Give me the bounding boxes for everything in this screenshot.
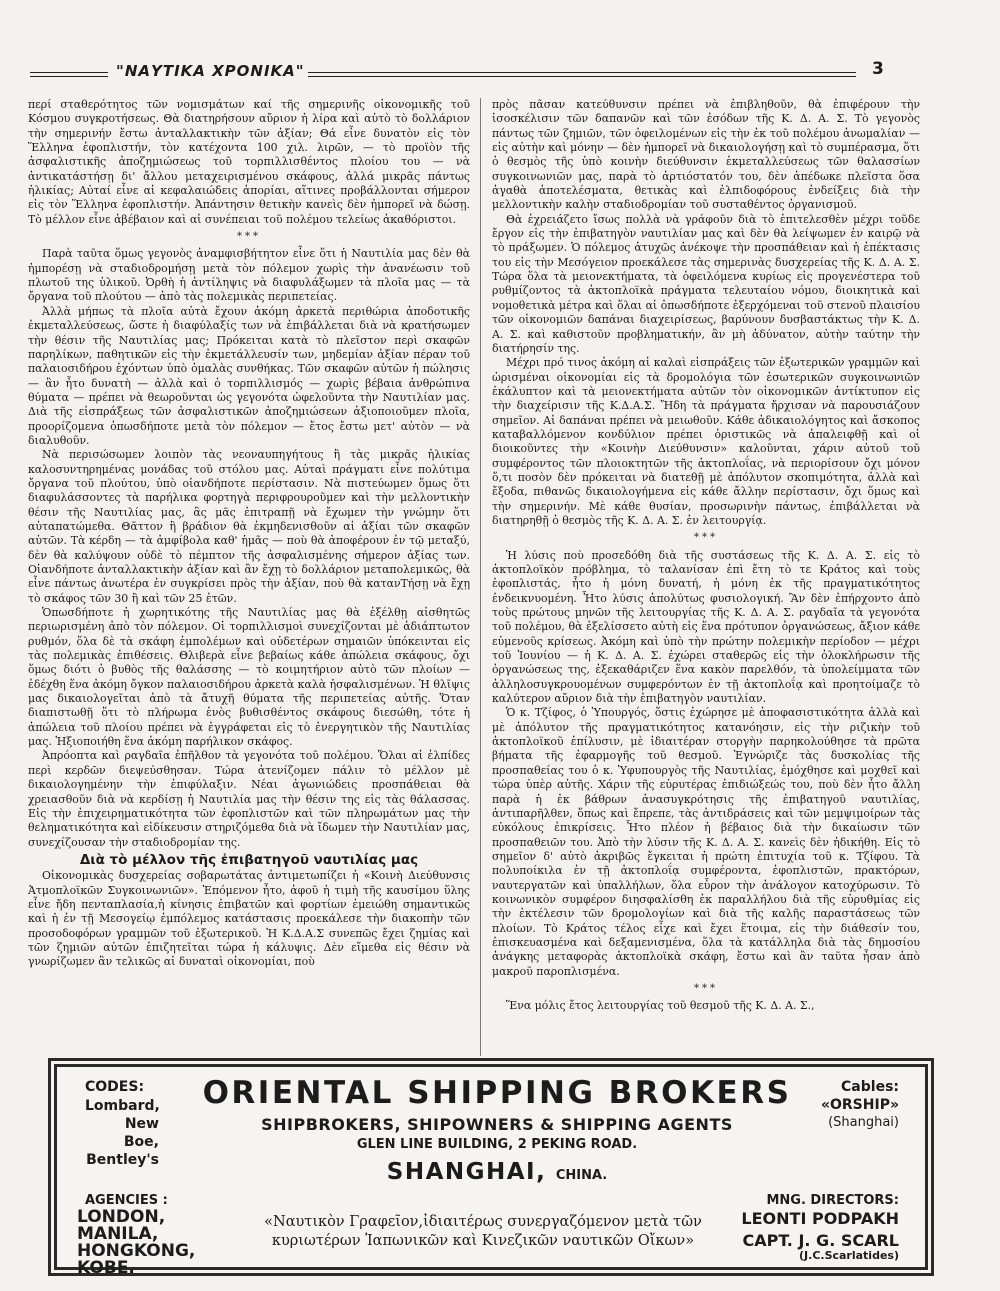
publication-title: "ΝΑΥΤΙΚΑ ΧΡΟΝΙΚΑ"	[116, 62, 305, 80]
section-separator: ***	[237, 231, 261, 243]
code-item: Bentley's	[86, 1152, 159, 1168]
header-rule-right	[308, 72, 856, 77]
article-paragraph: Ἡ λύσις ποὺ προσεδόθη διὰ τῆς συστάσεως τῆς Κ. Δ. Α. Σ. εἰς τὸ ἀκτοπλοϊκὸν πρόβλημα, τὸ ταλανίσαν ἐπὶ ἔτη τὸ τε Κράτος καὶ τοὺς ἐφοπλιστάς, ἦτο ἡ μόνη δυνατή, ἡ μόνη ἐκ τῆς πραγματικότητος ἐνδεικνυομένη. Ἦτο λύσις ἀπολύτως φυσιολογική. Ἂν δὲν ἐπήρχοντο ἀπὸ τοὺς πρώτους μηνῶν τῆς λειτουργίας τῆς Κ. Δ. Α. Σ. ραγδαῖα τὰ γεγονότα τοῦ πολέμου, θὰ ἐξελίσσετο αὐτὴ εἰς ἕνα πρότυπον ὀργανώσεως, ἄξιον κάθε εὐμενοῦς κρίσεως. Ἀκόμη καὶ ὑπὸ τὴν πρώτην πολεμικὴν περίοδον — μέχρι τοῦ Ἰουνίου — ἡ Κ. Δ. Α. Σ. ἐχώρει σταθερῶς εἰς τὴν ὁλοκλήρωσιν τῆς ὀργανώσεως της, ἐξεκαθάριζεν ἕνα κακὸν παρελθόν, τὰ ὑπολείμματα τῶν ἀλληλοσυγκρουομένων συμφερόντων ἐν τῇ ἀκτοπλοΐᾳ καὶ προητοίμαζε τὸ καλύτερον αὔριον διὰ τὴν ἐπιβατηγὸν ναυτιλίαν.	[492, 548, 920, 706]
company-city	[197, 1159, 797, 1185]
directors-label: MNG. DIRECTORS:	[766, 1193, 899, 1208]
cables-label: Cables:	[841, 1079, 899, 1095]
article-paragraph: Θὰ ἐχρειάζετο ἴσως πολλὰ νὰ γράφοῦν διὰ τὸ ἐπιτελεσθὲν μέχρι τοῦδε ἔργον εἰς τὴν ἐπιβατηγὸν ναυτιλίαν μας καὶ δὲν θὰ λείψωμεν ἐν καιρῷ νὰ τὸ πράξωμεν. Ὁ πόλεμος ἀτυχῶς ἀνέκοψε τὴν προσπάθειαν καὶ ἡ ἐπέκτασις του εἰς τὴν Μεσόγειον προεκάλεσε τὰς σημερινὰς δυσχερείας τῆς Κ. Δ. Α. Σ. Τώρα ὅλα τὰ μειονεκτήματα, τὰ ὀφειλόμενα κυρίως εἰς προγενέστερα τοῦ ρυθμίζοντος τὰ ἀκτοπλοϊκὰ πράγματα τελευταίου νόμου, διοικητικὰ καὶ νομοθετικὰ μέτρα καὶ ὅλαι αἱ ὁπωσδήποτε ἐξερχόμεναι τοῦ στενοῦ πλαισίου τῶν οἰκονομιῶν δαπάναι διαχειρίσεως, βαρύνουν δυσβαστάκτως τὴν Κ. Δ. Α. Σ. καὶ καθιστοῦν προβληματικήν, ἂν μὴ ἀδύνατον, αὐτὴν ταύτην τὴν διατήρησίν της.	[492, 212, 920, 355]
article-paragraph: Ὁπωσδήποτε ἡ χωρητικότης τῆς Ναυτιλίας μας θὰ ἐξέλθῃ αἰσθητῶς περιωρισμένη ἀπὸ τὸν πόλεμον. Οἱ τορπιλλισμοὶ συνεχίζονται μὲ ἀδιάπτωτον ρυθμόν, ὅλα δὲ τὰ σκάφη ἐμπολέμων καὶ οὐδετέρων σημαιῶν ὑπόκεινται εἰς τὰς πολεμικὰς ἐπιθέσεις. Θλιβερὰ εἶνε βεβαίως κάθε ἀπώλεια σκάφους, ὄχι ὅμως διότι ὁ βυθὸς τῆς θαλάσσης — τὸ κοιμητήριον αὐτὸ τῶν πλοίων — ἐδέχθη ἕνα ἀκόμη ὄγκον παλαιοσιδήρου ἀρκετὰ καλὰ ἠσφαλισμένων. Ἡ θλῖψις μας δικαιολογεῖται ἀπὸ τὰ ἄτυχῆ θύματα τῆς περιπετείας αὐτῆς. Ὅταν διαπιστωθῇ ὅτι τὸ πλήρωμα ἑνὸς βυθισθέντος σκάφους διεσώθη, τότε ἡ ἀπώλεια τοῦ πλοίου πρέπει νὰ ἐγγράφεται εἰς τὸ ἐνεργητικὸν τῆς Ναυτιλίας μας. Ἡξιοποιήθη ἕνα ἀκόμη παρήλικον σκάφος.	[28, 606, 470, 749]
agency-item: LONDON,	[77, 1207, 166, 1227]
article-paragraph: Ὁ κ. Τζίφος, ὁ Ὑπουργός, ὅστις ἐχώρησε μὲ ἀποφασιστικότητα ἀλλὰ καὶ μὲ ἀπόλυτον τῆς πραγματικότητος κατανόησιν, εἰς τὴν ριζικὴν τοῦ ἀκτοπλοϊκοῦ ἐπίλυσιν, μὲ ἰδιαιτέραν στοργὴν παρηκολούθησε τὰ πρῶτα βήματα τῆς ἐφαρμογῆς τοῦ θεσμοῦ. Ἐγνώριζε τὰς δυσκολίας τῆς προσπαθείας του ὁ κ. Ὑφυπουργὸς τῆς Ναυτιλίας, ἐμόχθησε καὶ μοχθεῖ καὶ τώρα ὑπὲρ αὐτῆς. Χάριν τῆς εὐρυτέρας ἐπιδιώξεώς του, ποὺ δὲν ἦτο ἄλλη παρὰ ἡ ἐκ βάθρων ἀνασυγκρότησις τῆς ἐπιβατηγοῦ ναυτιλίας, ἀντιπαρῆλθεν, ὅπως καὶ ἔπρεπε, τὰς ἀντιδράσεις καὶ τῶν μεμψιμοίρων τὰς εὐκόλους ἐπικρίσεις. Ἦτο πλέον ἡ βέβαιος διὰ τὴν δικαίωσιν τῶν προσπαθειῶν του. Ἀπὸ τὴν λύσιν τῆς Κ. Δ. Α. Σ. κανεὶς δὲν ἠδικήθη. Εἰς τὸ σημεῖον δ' αὐτὸ ἀκριβῶς ἔγκειται ἡ πρώτη ἐπιτυχία τοῦ κ. Τζίφου. Τὰ πολυποίκιλα ἐν τῇ ἀκτοπλοΐᾳ συμφέροντα, ἐφοπλιστῶν, πρακτόρων, ναυτεργατῶν καὶ ὑπαλλήλων, ὅλα εὗρον τὴν ἀνάλογον κατοχύρωσιν. Τὸ κοινωνικὸν συμφέρον διησφαλίσθη ἐκ παραλλήλου διὰ τῆς εὐρυθμίας εἰς τὴν ἐκτέλεσιν τῶν δρομολογίων καὶ διὰ τῆς καλῆς παραστάσεως τῶν πλοίων. Τὸ Κράτος τέλος εἶχε καὶ ἔχει ἕτοιμα, εἰς τὴν διάθεσίν του, ἐπισκευασμένα καὶ δεξαμενισμένα, ὅλα τὰ κατάλληλα διὰ τὰς δημοσίου ἀνάγκης μεταφορὰς ἀκτοπλοϊκὰ σκάφη, ἔστω καὶ ἂν ταῦτα ἦσαν ἀπὸ μακροῦ παροπλισμένα.	[492, 706, 920, 978]
section-separator: ***	[694, 982, 718, 994]
company-tagline: SHIPBROKERS, SHIPOWNERS & SHIPPING AGENTS	[261, 1115, 733, 1134]
motto-line: κυριωτέρων Ἰαπωνικῶν καὶ Κινεζικῶν ναυτικῶν Οἴκων»	[271, 1233, 695, 1249]
article-subheading: Διὰ τὸ μέλλον τῆς ἐπιβατηγοῦ ναυτιλίας μας	[79, 851, 419, 868]
article-paragraph: Ἀλλὰ μήπως τὰ πλοῖα αὐτὰ ἔχουν ἀκόμη ἀρκετὰ περιθώρια ἀποδοτικῆς ἐκμεταλλεύσεως, ὥστε ἡ διαφύλαξίς των νὰ ἐπιβάλλεται διὰ νὰ κρατήσωμεν τὴν θέσιν τῆς Ναυτιλίας μας; Πρόκειται κατὰ τὸ πλεῖστον περὶ σκαφῶν παρηλίκων, παθητικῶν εἰς τὴν ἐκμετάλλευσίν των, μηδεμίαν ἀξίαν πέραν τοῦ παλαιοσιδήρου ἐχόντων ὑπὸ ὁμαλὰς συνθήκας. Τῶν σκαφῶν αὐτῶν ἡ πώλησις — ἂν ἦτο δυνατὴ — ἀλλὰ καὶ ὁ τορπιλλισμός — χωρὶς βέβαια ἀνθρώπινα θύματα — πρέπει νὰ θεωροῦνται ὡς γεγονότα ὠφελοῦντα τὴν Ναυτιλίαν μας. Διὰ τῆς εἰσπράξεως τῶν ἀσφαλιστικῶν ἀποζημιώσεων ἀξιοποιοῦμεν πλοῖα, προορίζομενα ὁπωσδήποτε μετὰ τὸν πόλεμον — ἔτος ἔστω μετ' αὐτὸν — νὰ διαλυθοῦν.	[28, 304, 470, 447]
page-header	[30, 59, 980, 84]
article-paragraph: πρὸς πᾶσαν κατεύθυνσιν πρέπει νὰ ἐπιβληθοῦν, θὰ ἐπιφέρουν τὴν ἰσοσκέλισιν τῶν δαπανῶν καὶ τῶν ἐσόδων τῆς Κ. Δ. Α. Σ. Τὸ γεγονὸς πάντως τῶν ζημιῶν, τῶν ὀφειλομένων εἰς τὴν ἐκ τοῦ πολέμου ἀνωμαλίαν — εἰς αὐτὴν καὶ μόνην — δὲν ἠμπορεῖ νὰ δικαιολογήσῃ καὶ τὸ συμπέρασμα, ὅτι ὁ θεσμὸς τῆς ὑπὸ κοινὴν διεύθυνσιν ἐκμεταλλεύσεως τῶν θαλασσίων συγκοινωνιῶν μας, παρὰ τὸ ἀρτιόστατόν του, δὲν ἀπέδωκε πλεῖστα ὅσα ἀγαθὰ ἀποτελέσματα, θετικὰς καὶ ἐλπιδοφόρους ἐνδείξεις διὰ τὴν μελλοντικὴν καλὴν σταδιοδρομίαν τοῦ συσταθέντος ὀργανισμοῦ.	[492, 98, 920, 212]
page-number: 3	[872, 59, 884, 79]
section-separator: ***	[694, 532, 718, 544]
article-paragraph: Παρὰ ταῦτα ὅμως γεγονὸς ἀναμφισβήτητον εἶνε ὅτι ἡ Ναυτιλία μας δὲν θὰ ἠμπορέσῃ νὰ σταδιοδρομήσῃ μετὰ τὸν πόλεμον χωρὶς τὴν ἀνανέωσιν τοῦ πλωτοῦ της ὑλικοῦ. Ὀρθὴ ἡ ἀντίληψις νὰ διαφυλάξωμεν τὰ πλοῖα μας — τὰ ὄργανα τοῦ πλούτου — ἀπὸ τὰς πολεμικὰς περιπετείας.	[28, 247, 470, 304]
article-paragraph: Ἀπρόοπτα καὶ ραγδαῖα ἐπῆλθον τὰ γεγονότα τοῦ πολέμου. Ὅλαι αἱ ἐλπίδες περὶ κερδῶν διεψεύσθησαν. Τώρα ἀτενίζομεν πάλιν τὸ μέλλον μὲ δικαιολογημένην τὴν ἐπιφύλαξιν. Νέαι ἀγωνιώδεις προσπάθειαι θὰ χρειασθοῦν διὰ νὰ κερδίσῃ ἡ Ναυτιλία μας τὴν θέσιν της εἰς τὰς θάλασσας. Εἰς τὴν ἐπιχειρηματικότητα τῶν ἐφοπλιστῶν καὶ τῶν πληρωμάτων μας τὴν θεληματικότητα καὶ εἰδίκευσιν στηριζόμεθα διὰ νὰ ἴδωμεν τὴν Ναυτιλίαν μας, συνεχίζουσαν τὴν σταδιοδρομίαν της.	[28, 749, 470, 849]
agencies-list	[77, 1209, 195, 1277]
article-paragraph: Νὰ περισώσωμεν λοιπὸν τὰς νεοναυπηγήτους ἢ τὰς μικρᾶς ἡλικίας καλοσυντηρημένας μονάδας τοῦ στόλου μας. Αὐταὶ πράγματι εἶνε πολύτιμα ὄργανα τοῦ πλούτου, ὑπὸ οἱανδήποτε περίστασιν. Νὰ πιστεύωμεν ὅμως ὅτι διαφυλάσσοντες τὰ παρήλικα φορτηγὰ περιφρουροῦμεν καὶ τὴν μελλοντικὴν θέσιν τῆς Ναυτιλίας μας, ἂς μᾶς ἐπιτραπῇ νὰ ἔχωμεν τὴν γνώμην ὅτι αὐταπατώμεθα. Θᾶττον ἢ βράδιον θὰ ἐκμηδενισθοῦν αἱ ἀξίαι τῶν σκαφῶν αὐτῶν. Τὰ κέρδη — τὰ ἀμφίβολα καθ' ἡμᾶς — ποὺ θὰ ἀποφέρουν ἐν τῷ μεταξύ, δὲν θὰ καλύψουν οὐδὲ τὸ πέμπτον τῆς ἀσφαλισμένης σήμερον ἀξίας των. Οἱανδήποτε ἀνταλλακτικὴν ἀξίαν καὶ ἂν ἔχῃ τὸ δολλάριον μεταπολεμικῶς, θὰ εἶνε πάντως ἀνωτέρα ἐν συγκρίσει πρὸς τὴν ἀξίαν, ποὺ θὰ κατανTήσῃ νὰ ἔχῃ τὸ σκάφος τῶν 30 ἢ καὶ τῶν 25 ἐτῶν.	[28, 448, 470, 605]
article-paragraph: Οἰκονομικὰς δυσχερείας σοβαρωτάτας ἀντιμετωπίζει ἡ «Κοινὴ Διεύθυνσις Ἀτμοπλοϊκῶν Συγκοινωνιῶν». Ἐπόμενον ἦτο, ἀφοῦ ἡ τιμὴ τῆς καυσίμου ὕλης εἶνε ἤδη πενταπλασία,ἡ κίνησις ἐπιβατῶν καὶ φορτίων ἐμειώθη σημαντικῶς καὶ ἡ ἐν τῇ Μεσογείῳ ἐμπόλεμος κατάστασις προεκάλεσε τὴν διακοπὴν τῶν προσοδοφόρων γραμμῶν τοῦ ἐξωτερικοῦ. Ἡ Κ.Δ.Α.Σ συνεπῶς ἔχει ζημίας καὶ τῶν ζημιῶν αὐτῶν ἐπιζητεῖται τώρα ἡ κάλυψις. Δὲν εἴμεθα εἰς θέσιν νὰ γνωρίζωμεν ἂν τελικῶς αἱ δυναταὶ οἰκονομίαι, ποὺ	[28, 869, 470, 969]
cable-address: «ORSHIP»	[820, 1097, 899, 1113]
header-rule-left	[30, 72, 108, 77]
agency-item: KOBE.	[77, 1258, 135, 1278]
agency-item: HONGKONG,	[77, 1241, 196, 1261]
left-column	[28, 98, 470, 970]
agency-item: MANILA,	[77, 1224, 159, 1244]
company-motto	[243, 1213, 723, 1251]
right-column	[492, 98, 920, 1014]
code-item: New Boe,	[123, 1116, 159, 1150]
director-name: CAPT. J. G. SCARL	[742, 1231, 899, 1250]
agencies-label: AGENCIES :	[85, 1193, 168, 1208]
codes-list	[85, 1097, 159, 1169]
country-name: CHINA.	[555, 1168, 608, 1183]
article-paragraph: Μέχρι πρό τινος ἀκόμη αἱ καλαὶ εἰσπράξεις τῶν ἐξωτερικῶν γραμμῶν καὶ ὡρισμέναι οἰκονομίαι εἰς τὰ δρομολόγια τῶν ἐσωτερικῶν συγκοινωνιῶν ἐκάλυπτον καὶ τὰ μειονεκτήματα αὐτῶν τὸν οἰκονομικῶν ἀντίκτυπον εἰς τὴν διαχείρισιν τῆς Κ.Δ.Α.Σ. Ἤδη τὰ πράγματα ἤρχισαν νὰ παρουσιάζουν σημεῖον. Αἱ δαπάναι πρέπει νὰ μειωθοῦν. Κάθε ἀδικαιολόγητος καὶ ἄσκοπος καταβαλλόμενον κονδύλιον πρέπει ὁριστικῶς νὰ ἀπαλειφθῇ καὶ οἱ διοικοῦντες τὴν «Κοινὴν Διεύθυνσιν» καλοῦνται, χάριν αὐτοῦ τοῦ συμφέροντος τῶν πλοιοκτητῶν τῆς ἀκτοπλοΐας, νὰ περιορίσουν ὄχι μόνον ὅ,τι ποσὸν δὲν πρόκειται νὰ διατεθῇ μὲ ἀπόλυτον σκοπιμότητα, ἀλλὰ καὶ ἔξοδα, πιθανῶς δικαιολογήμενα εἰς κάθε ἄλλην περίστασιν, ὄχι ὅμως καὶ τὴν σημερινήν. Μὲ κάθε θυσίαν, προσωρινὴν πάντως, ἐπιβάλλεται νὰ διατηρηθῇ ὁ θεσμὸς τῆς Κ. Δ. Α. Σ. ἐν λειτουργίᾳ.	[492, 356, 920, 527]
director-name: LEONTI PODPAKH	[741, 1209, 899, 1228]
codes-label: CODES:	[85, 1079, 145, 1095]
article-paragraph: Ἕνα μόλις ἔτος λειτουργίας τοῦ θεσμοῦ τῆς Κ. Δ. Α. Σ.,	[506, 999, 815, 1013]
company-address: GLEN LINE BUILDING, 2 PEKING ROAD.	[356, 1137, 638, 1152]
article-paragraph: περί σταθερότητος τῶν νομισμάτων καί τῆς σημερινῆς οἰκονομικῆς τοῦ Κόσμου συγκροτήσεως. Θὰ διατηρήσουν αὔριον ἡ λίρα καὶ αὐτὸ τὸ δολλάριον τὴν σημερινήν ἔστω ἀνταλλακτικὴν τῶν ἀξίαν; Θά εἶνε δυνατὸν εἰς τὸν Ἕλληνα ἐφοπλιστήν, τὸν κατέχοντα 100 χιλ. λιρῶν, — τὸ προϊὸν τῆς ἀσφαλιστικῆς ἀποζημιώσεως τοῦ τορπιλλισθέντος πλοίου του — νὰ ἀντικατάστήσῃ δι' ἄλλου μεταχειρισμένου σκάφους, ἀλλά μικρᾶς πάντως ἡλικίας; Αὐταί εἶνε αἱ κεφαλαιώδεις ἀπορίαι, αἵτινες προβάλλονται σήμερον εἰς τὸν Ἕλληνα ἐφοπλιστήν. Ἀπάντησιν θετικὴν κανεὶς δὲν ἠμπορεῖ νὰ δώσῃ. Τὸ μέλλον εἶνε ἀβέβαιον καὶ αἱ συνέπειαι τοῦ πολέμου τελείως ἀκαθόριστοι.	[28, 98, 470, 226]
column-divider	[480, 98, 481, 1056]
city-name: SHANGHAI,	[386, 1159, 547, 1185]
shipping-brokers-advertisement	[48, 1058, 934, 1276]
cable-city: (Shanghai)	[828, 1115, 899, 1130]
director-note: (J.C.Scarlatides)	[799, 1249, 899, 1262]
code-item: Lombard,	[85, 1098, 160, 1114]
company-name: ORIENTAL SHIPPING BROKERS	[202, 1075, 792, 1111]
motto-line: «Ναυτικὸν Γραφεῖον,ἰδιαιτέρως συνεργαζόμενον μετὰ τῶν	[264, 1214, 702, 1230]
